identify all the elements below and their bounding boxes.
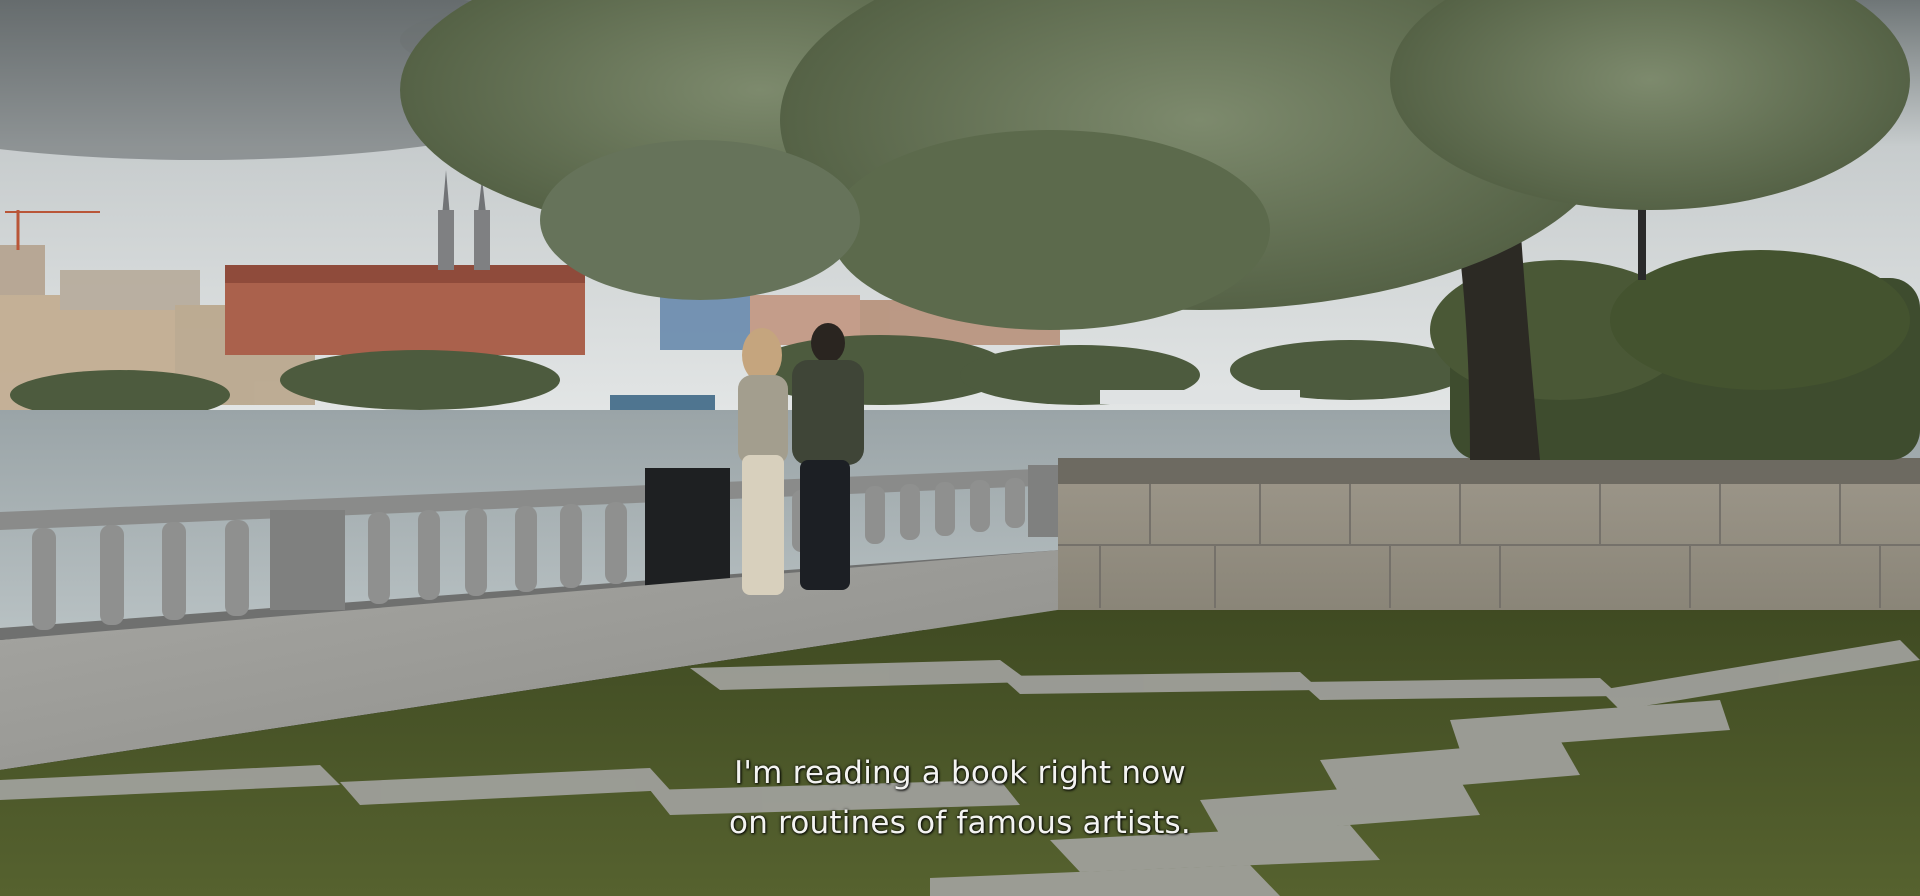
trash-bin	[645, 468, 730, 588]
subtitle-line-1: I'm reading a book right now	[734, 755, 1186, 791]
stone-wall	[1058, 458, 1920, 610]
couple-walking	[738, 323, 864, 595]
subtitle-line-2: on routines of famous artists.	[729, 805, 1191, 841]
subtitle-caption	[0, 748, 1920, 848]
